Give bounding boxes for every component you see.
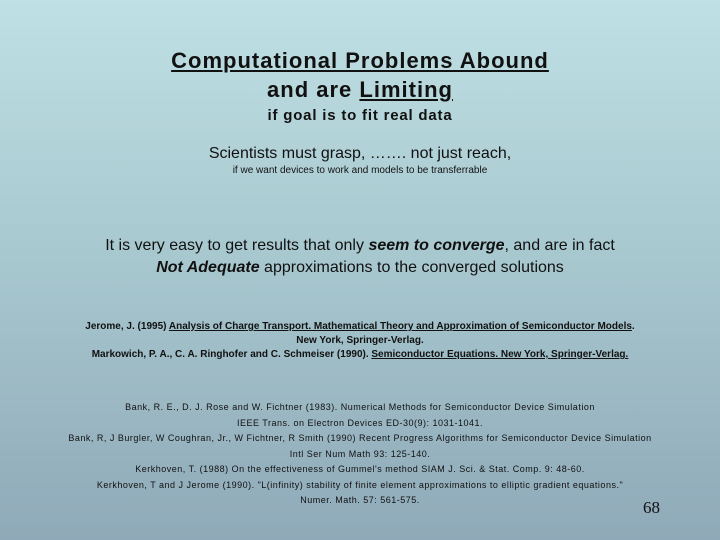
- ref-1-publisher: New York, Springer-Verlag.: [296, 335, 424, 346]
- reference-line: Bank, R. E., D. J. Rose and W. Fichtner (1983). Numerical Methods for Semiconductor Device Simulation: [125, 402, 595, 412]
- title-line-2-underlined: Limiting: [359, 77, 453, 102]
- converge-part-2: , and are in fact: [504, 237, 615, 254]
- title-line-1: Computational Problems Abound: [171, 48, 549, 73]
- converge-emphasis-2: Not Adequate: [156, 259, 260, 276]
- reference-line: Kerkhoven, T. (1988) On the effectiveness of Gummel's method SIAM J. Sci. & Stat. Comp. 9: 48-60.: [135, 464, 585, 474]
- reference-line: Kerkhoven, T and J Jerome (1990). "L(infinity) stability of finite element approximations to elliptic gradient equations.": [96, 479, 624, 490]
- ref-1-title: Analysis of Charge Transport. Mathematical Theory and Approximation of Semiconductor Models: [168, 321, 632, 332]
- ref-2-prefix: Markowich, P. A., C. A. Ringhofer and C. Schmeiser (1990).: [91, 349, 372, 360]
- converge-part-1: It is very easy to get results that only: [105, 237, 369, 254]
- ref-1-suffix: .: [631, 321, 635, 332]
- page-number: 68: [643, 498, 660, 517]
- ref-2-title: Semiconductor Equations. New York, Springer-Verlag.: [371, 349, 629, 360]
- reference-line: Bank, R, J Burgler, W Coughran, Jr., W Fichtner, R Smith (1990) Recent Progress Algorithms for Semiconductor Device Simulation: [68, 433, 652, 443]
- book-references: [0, 320, 720, 362]
- reference-line: IEEE Trans. on Electron Devices ED-30(9): 1031-1041.: [236, 417, 484, 428]
- title-line-2-prefix: and are: [267, 77, 360, 102]
- convergence-statement: [0, 235, 720, 279]
- slide-subtitle: if goal is to fit real data: [267, 107, 453, 124]
- grasp-statement: Scientists must grasp, ……. not just reach,: [208, 145, 512, 162]
- reference-line: Numer. Math. 57: 561-575.: [300, 495, 420, 505]
- reference-line: Intl Ser Num Math 93: 125-140.: [289, 448, 431, 459]
- ref-1-prefix: Jerome, J. (1995): [85, 321, 169, 332]
- grasp-note: if we want devices to work and models to be transferrable: [232, 165, 488, 176]
- slide-title: [0, 46, 720, 104]
- converge-part-3: approximations to the converged solutions: [259, 259, 564, 276]
- converge-emphasis-1: seem to converge: [368, 237, 505, 254]
- paper-references: [0, 400, 720, 509]
